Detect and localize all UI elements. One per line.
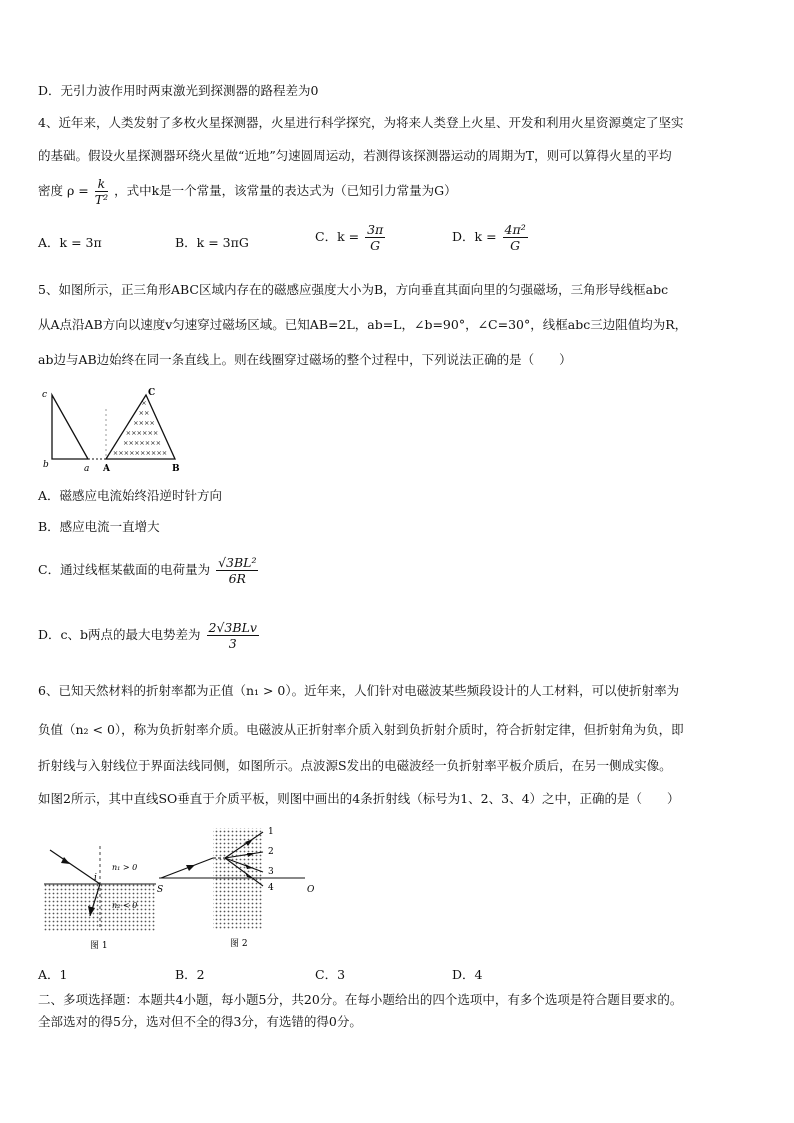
source-S-label: S [157, 885, 164, 895]
q4-text-line1: 4、近年来，人类发射了多枚火星探测器，火星进行科学探究，为将来人类登上火星、开发和利用火星资源奠定了坚实 [38, 115, 684, 130]
ray-2-label: 2 [268, 847, 274, 857]
q6-text-line2: 负值（n₂ < 0），称为负折射率介质。电磁波从正折射率介质入射到负折射介质时，符合折射定律，但折射角为负，即 [38, 722, 684, 737]
q4-density-fraction [95, 176, 108, 207]
q4-text-line2: 的基础。假设火星探测器环绕火星做“近地”匀速圆周运动，若测得该探测器运动的周期为T，则可以算得火星的平均 [38, 148, 672, 163]
section2-heading-line2: 全部选对的得5分，选对但不全的得3分，有选错的得0分。 [38, 1014, 362, 1029]
q4-option-c-fraction [365, 222, 385, 253]
figure-1-caption: 图 1 [90, 941, 108, 951]
section2-heading-line1: 二、多项选择题：本题共4小题，每小题5分，共20分。在每小题给出的四个选项中，有多个选项是符合题目要求的。 [38, 992, 683, 1007]
cross-row-2: ×× [138, 409, 150, 417]
q4-option-d-fraction [503, 222, 528, 253]
point-O-label: O [307, 885, 315, 895]
q4-density-numerator: k [95, 176, 108, 192]
q4-option-c-denominator: G [370, 238, 381, 253]
q6-text-line3: 折射线与入射线位于界面法线同侧，如图所示。点波源S发出的电磁波经一负折射率平板介质后，在另一侧成实像。 [38, 758, 672, 773]
q6-text-line4: 如图2所示，其中直线SO垂直于介质平板，则图中画出的4条折射线（标号为1、2、3、4）之中，正确的是（ ） [38, 791, 680, 806]
cross-row-3: ×××× [133, 419, 155, 427]
q5-option-d-label: D．c、b两点的最大电势差为 [38, 627, 201, 642]
q5-option-d-numerator: 2√3BLv [208, 620, 257, 635]
cross-row-6: ×××××××××× [112, 449, 168, 457]
cross-row-5: ××××××× [122, 439, 162, 447]
negative-index-slab [213, 828, 263, 930]
triangle-abc [52, 395, 88, 459]
field-cross-marks [113, 399, 167, 457]
q4-option-d-denominator: G [510, 238, 521, 253]
figure-2-caption: 图 2 [230, 939, 248, 949]
q4-option-d-label: D．k = [452, 229, 497, 244]
cross-row-4: ×××××× [125, 429, 159, 437]
q5-option-c-denominator: 6R [228, 571, 246, 586]
ray-3-label: 3 [268, 867, 274, 877]
q4-option-d-numerator: 4π² [504, 222, 526, 237]
n1-label: n₁ > 0 [112, 863, 138, 872]
label-C: C [148, 388, 156, 398]
q6-option-b[interactable]: B．2 [175, 967, 205, 982]
n2-label: n₂ < 0 [112, 901, 138, 910]
q4-option-d[interactable] [452, 220, 530, 254]
q5-text-line1: 5、如图所示，正三角形ABC区域内存在的磁感应强度大小为B，方向垂直其面向里的匀强磁场，三角形导线框abc [38, 282, 669, 297]
q4-option-c-numerator: 3π [367, 222, 384, 237]
q6-figure-1 [40, 840, 160, 955]
q6-option-a[interactable]: A．1 [38, 967, 68, 982]
q4-option-b[interactable]: B．k = 3πG [175, 235, 249, 250]
q5-option-d-denominator: 3 [228, 636, 237, 651]
q5-option-b[interactable]: B．感应电流一直增大 [38, 519, 160, 534]
label-B: B [172, 464, 180, 474]
q4-density-denominator: T² [94, 192, 109, 207]
q6-option-d[interactable]: D．4 [452, 967, 483, 982]
q4-option-a[interactable]: A．k = 3π [38, 235, 102, 250]
ray-1-label: 1 [268, 827, 274, 837]
wire-frame-abc [52, 395, 88, 459]
q3-option-d: D．无引力波作用时两束激光到探测器的路程差为0 [38, 83, 319, 98]
label-c: c [42, 390, 48, 400]
q5-text-line2: 从A点沿AB方向以速度v匀速穿过磁场区域。已知AB=2L，ab=L，∠b=90°，∠C=30°，线框abc三边阻值均为R， [38, 317, 688, 332]
q6-figure-2 [155, 822, 325, 952]
q4-density-label: 密度 ρ = [38, 183, 89, 198]
q6-option-c[interactable]: C．3 [315, 967, 346, 982]
label-a: a [84, 464, 90, 474]
q4-option-c-label: C．k = [315, 229, 360, 244]
q5-option-c[interactable] [38, 552, 260, 588]
q4-text-line3 [38, 174, 457, 208]
q5-option-d[interactable] [38, 617, 261, 653]
cross-row-1: × [141, 399, 147, 407]
angle-i-label: i [94, 873, 97, 883]
q5-option-d-fraction [207, 620, 259, 651]
q5-text-line3: ab边与AB边始终在同一条直线上。则在线圈穿过磁场的整个过程中，下列说法正确的是（ ） [38, 352, 572, 367]
source-ray [161, 858, 213, 878]
label-A: A [103, 464, 110, 474]
q5-option-c-fraction [216, 555, 258, 586]
q5-option-c-label: C．通过线框某截面的电荷量为 [38, 562, 211, 577]
incident-ray [50, 850, 100, 884]
label-b: b [43, 460, 49, 470]
q6-text-line1: 6、已知天然材料的折射率都为正值（n₁ > 0）。近年来，人们针对电磁波某些频段设计的人工材料，可以使折射率为 [38, 683, 680, 698]
q5-option-c-numerator: √3BL² [218, 555, 257, 570]
q4-option-c[interactable] [315, 220, 387, 254]
q5-magnetic-field-figure [40, 383, 200, 475]
q5-option-a[interactable]: A．磁感应电流始终沿逆时针方向 [38, 488, 223, 503]
q4-density-tail: ，式中k是一个常量，该常量的表达式为（已知引力常量为G） [114, 183, 457, 198]
ray-4-label: 4 [268, 883, 274, 893]
